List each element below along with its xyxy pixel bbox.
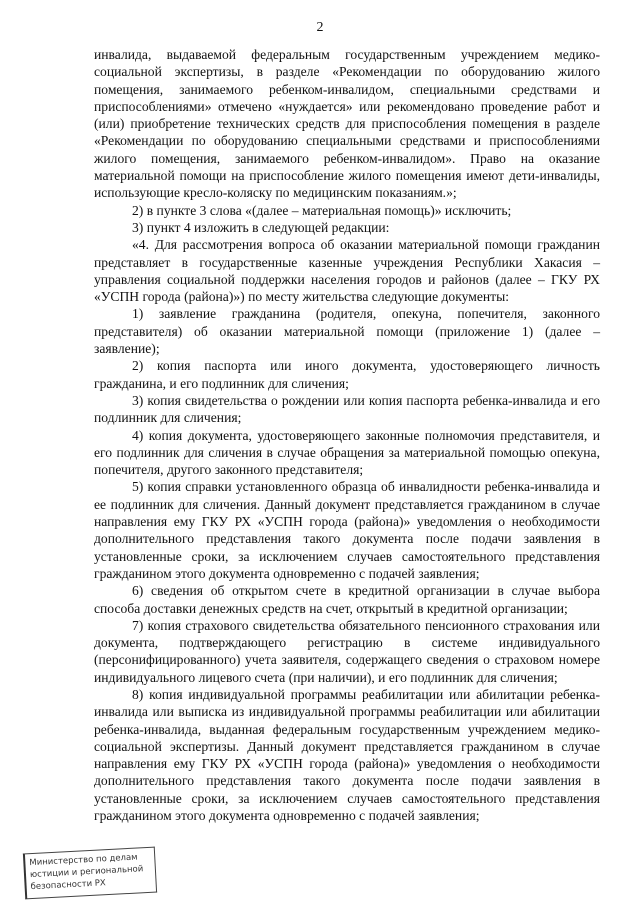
document-body: [94, 46, 600, 824]
paragraph-continuation: инвалида, выдаваемой федеральным государственным учреждением медико-социальной экспертизы, в разделе «Рекомендации по оборудованию жилого помещения, занимаемого ребенком-инвалидом, специальными средствами и приспособлениями» отмечено «нуждается» или рекомендовано проведение работ и (или) приобретение технических средств для приспособления помещения в разделе «Рекомендации по оборудованию специальными средствами и приспособлениями жилого помещения, занимаемого ребенком-инвалидом». Право на оказание материальной помощи на приспособление жилого помещения имеют дети-инвалиды, использующие кресло-коляску по медицинским показаниям.»;: [94, 47, 600, 201]
page-number: 2: [316, 20, 324, 35]
registration-stamp: [23, 847, 157, 900]
list-item-6: 6) сведения об открытом счете в кредитной организации в случае выбора способа доставки денежных средств на счет, открытый в кредитной организации;: [94, 583, 600, 616]
list-item-1: 1) заявление гражданина (родителя, опекуна, попечителя, законного представителя) об оказании материальной помощи (приложение 1) (далее – заявление);: [94, 306, 600, 357]
list-item-3: 3) копия свидетельства о рождении или копия паспорта ребенка-инвалида и его подлинник для сличения;: [94, 392, 600, 426]
paragraph-item-3: 3) пункт 4 изложить в следующей редакции:: [132, 219, 390, 235]
list-item-2: 2) копия паспорта или иного документа, удостоверяющего личность гражданина, и его подлинник для сличения;: [94, 358, 600, 391]
list-item-4: 4) копия документа, удостоверяющего законные полномочия представителя, и его подлинник для сличения в случае обращения за материальной помощью опекуна, попечителя, другого законного представителя;: [94, 427, 600, 478]
stamp-line-1: Министерство по делам: [29, 852, 138, 869]
stamp-line-3: безопасности РХ: [30, 878, 107, 893]
paragraph-clause-4: «4. Для рассмотрения вопроса об оказании материальной помощи гражданин представляет в государственные казенные учреждения Республики Хакасия – управления социальной поддержки населения городов и районов (далее – ГКУ РХ «УСПН города (района)») по месту жительства следующие документы:: [94, 237, 600, 305]
list-item-5: 5) копия справки установленного образца об инвалидности ребенка-инвалида и ее подлинник для сличения. Данный документ представляется гражданином в случае направления ему ГКУ РХ «УСПН города (района)» уведомления о необходимости дополнительного представления такого документа после подачи заявления в установленные сроки, за исключением случаев самостоятельного представления гражданином этого документа одновременно с подачей заявления;: [94, 479, 600, 581]
list-item-7: 7) копия страхового свидетельства обязательного пенсионного страхования или документа, подтверждающего регистрацию в системе индивидуального (персонифицированного) учета заявителя, содержащего сведения о страховом номере индивидуального лицевого счета (при наличии), и его подлинник для сличения;: [94, 617, 600, 685]
list-item-8: 8) копия индивидуальной программы реабилитации или абилитации ребенка-инвалида или выписка из индивидуальной программы реабилитации или абилитации ребенка-инвалида, выданная федеральным государственным учреждением медико-социальной экспертизы. Данный документ представляется гражданином в случае направления ему ГКУ РХ «УСПН города (района)» уведомления о необходимости дополнительного представления такого документа после подачи заявления в установленные сроки, за исключением случаев самостоятельного представления гражданином этого документа одновременно с подачей заявления;: [94, 686, 600, 824]
paragraph-item-2: 2) в пункте 3 слова «(далее – материальная помощь)» исключить;: [132, 202, 512, 218]
stamp-line-2: юстиции и региональной: [29, 864, 144, 881]
